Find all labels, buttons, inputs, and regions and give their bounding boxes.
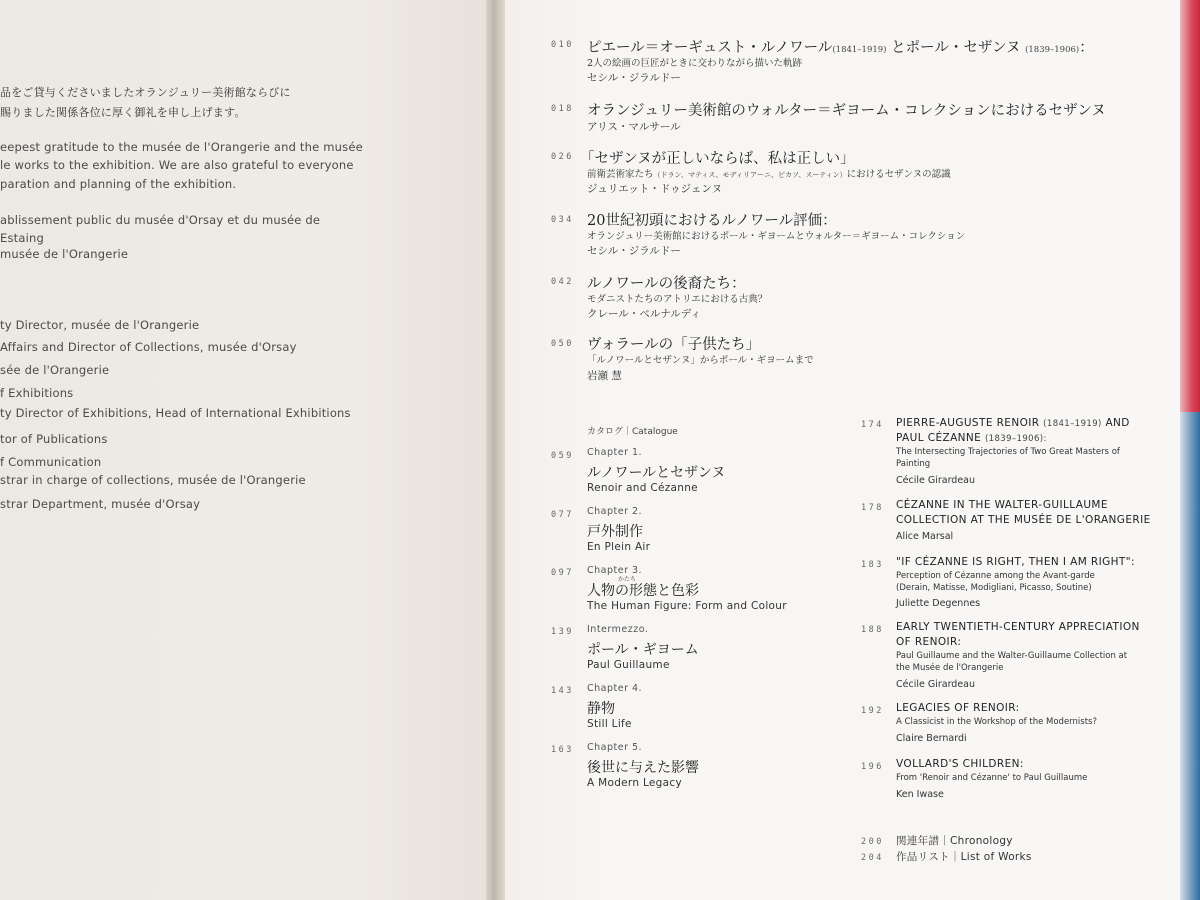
essay-author: Claire Bernardi [896,733,967,744]
essay-subtitle: モダニストたちのアトリエにおける古典？ [587,294,768,305]
essay-title: 「セザンヌが正しいならば、私は正しい」 [580,151,855,167]
essay-subtitle-en: The Intersecting Trajectories of Two Great Masters of [896,447,1120,457]
page-number: 178 [861,503,884,513]
acknowledgement-line: musée de l'Orangerie [0,247,129,261]
page-number: 188 [861,625,884,635]
chapter-title-en: A Modern Legacy [587,777,682,789]
essay-author: アリス・マルサール [587,121,681,133]
page-number: 196 [861,762,884,772]
chapter-title-en: Paul Guillaume [587,659,670,671]
acknowledgement-line: eepest gratitude to the musée de l'Orangerie and the musée [0,140,363,154]
essay-title-part: PIERRE-AUGUSTE RENOIR [896,417,1044,429]
acknowledgement-line: ty Director of Exhibitions, Head of International Exhibitions [0,406,351,420]
essay-subtitle-en: Paul Guillaume and the Walter-Guillaume Collection at [896,651,1128,661]
acknowledgement-line: 賜りました関係各位に厚く御礼を申し上げます。 [0,106,246,119]
essay-subtitle-part: におけるセザンヌの認識 [846,169,951,180]
essay-title: ルノワールの後裔たち： [587,276,746,292]
essay-subtitle: 「ルノワールとセザンヌ」からポール・ギヨームまで [587,355,814,366]
page-number: 010 [551,40,574,50]
essay-title-en [896,416,1130,432]
essay-author: セシル・ジラルドー [587,72,681,84]
chapter-label: Chapter 1. [587,447,643,458]
essay-title-en: CÉZANNE IN THE WALTER-GUILLAUME [896,499,1108,511]
chapter-title-jp: 人物の形態と色彩 [587,583,699,599]
essay-title-en: COLLECTION AT THE MUSÉE DE L'ORANGERIE [896,514,1151,526]
essay-title-part: PAUL CÉZANNE [896,432,985,444]
acknowledgement-line: paration and planning of the exhibition. [0,177,237,191]
essay-author: Cécile Girardeau [896,679,976,690]
essay-subtitle-en: (Derain, Matisse, Modigliani, Picasso, Soutine) [896,583,1092,593]
acknowledgement-line: strar Department, musée d'Orsay [0,497,201,511]
essay-title-part: ： [1079,40,1094,56]
essay-title-en: OF RENOIR: [896,636,962,648]
essay-author: クレール・ベルナルディ [587,308,701,320]
chapter-title-en: Still Life [587,718,632,730]
acknowledgement-line: Affairs and Director of Collections, musée d'Orsay [0,340,297,354]
acknowledgement-line: f Exhibitions [0,386,74,400]
essay-title-part: とポール・セザンヌ [886,40,1026,56]
left-page [0,0,492,900]
essay-title: オランジュリー美術館のウォルター＝ギヨーム・コレクションにおけるセザンヌ [587,103,1106,119]
chapter-label: Chapter 5. [587,742,643,753]
chapter-title-jp: 戸外制作 [587,524,643,540]
page-number: 174 [861,420,884,430]
page-number: 097 [551,568,574,578]
chapter-label: Chapter 4. [587,683,643,694]
chapter-title-jp: 静物 [587,701,615,717]
page-number: 034 [551,215,574,225]
essay-author: セシル・ジラルドー [587,245,681,257]
acknowledgement-line: Estaing [0,231,44,245]
essay-title-en: "IF CÉZANNE IS RIGHT, THEN I AM RIGHT": [896,556,1135,568]
page-number: 143 [551,686,574,696]
essay-subtitle-artists: （ドラン、マティス、モディリアーニ、ピカソ、スーティン） [653,171,847,179]
essay-title-dates: (1841–1919) [832,45,887,55]
chapter-title-jp: ポール・ギヨーム [587,642,699,658]
essay-title-en: EARLY TWENTIETH-CENTURY APPRECIATION [896,621,1140,633]
chapter-title-jp: 後世に与えた影響 [587,760,699,776]
page-edge-blue [1180,412,1200,900]
chapter-title-en: En Plein Air [587,541,651,553]
acknowledgement-line: ty Director, musée de l'Orangerie [0,318,200,332]
acknowledgement-line: tor of Publications [0,432,108,446]
essay-subtitle-part: 前衛芸術家たち [587,169,654,180]
acknowledgement-line: 品をご貸与くださいましたオランジュリー美術館ならびに [0,86,291,99]
page-number: 200 [861,837,884,847]
acknowledgement-line: le works to the exhibition. We are also grateful to everyone [0,158,354,172]
page-number: 183 [861,560,884,570]
page-edge-red [1180,0,1200,412]
essay-subtitle-en: Painting [896,459,931,469]
essay-title [587,36,1094,57]
chapter-title-jp: ルノワールとセザンヌ [587,465,726,481]
essay-author: 岩瀬 慧 [587,370,622,382]
essay-title: 20世紀初頭におけるルノワール評価： [587,213,837,229]
essay-author: ジュリエット・ドゥジェンヌ [587,183,722,195]
acknowledgement-line: strar in charge of collections, musée de l'Orangerie [0,473,306,487]
essay-title-en: VOLLARD'S CHILDREN: [896,758,1024,770]
chapter-title-en: The Human Figure: Form and Colour [587,600,787,612]
essay-title-dates: (1839–1906): [984,434,1047,444]
essay-subtitle-en: Perception of Cézanne among the Avant-garde [896,571,1095,581]
acknowledgement-line: sée de l'Orangerie [0,363,110,377]
essay-author: Alice Marsal [896,531,954,542]
essay-subtitle: 2人の絵画の巨匠がときに交わりながら描いた軌跡 [587,58,803,69]
essay-title-dates: (1841–1919) [1043,419,1102,429]
ruby-text: かたち [618,576,637,583]
essay-subtitle-en: the Musée de l'Orangerie [896,663,1004,673]
essay-title-part: ピエール＝オーギュスト・ルノワール [587,40,833,56]
page-number: 059 [551,451,574,461]
page-number: 018 [551,104,574,114]
page-number: 050 [551,339,574,349]
essay-author: Juliette Degennes [896,598,981,609]
chapter-label: Chapter 3. [587,565,643,576]
catalogue-header: カタログ｜Catalogue [587,427,678,437]
essay-title-part: AND [1101,417,1130,429]
chapter-title-en: Renoir and Cézanne [587,482,698,494]
essay-title-en: LEGACIES OF RENOIR: [896,702,1020,714]
appendix-title: 作品リスト｜List of Works [896,851,1032,863]
essay-author: Cécile Girardeau [896,475,976,486]
page-number: 192 [861,706,884,716]
page-number: 163 [551,745,574,755]
page-number: 204 [861,853,884,863]
page-number: 139 [551,627,574,637]
chapter-label: Intermezzo. [587,624,649,635]
acknowledgement-line: ablissement public du musée d'Orsay et du musée de [0,213,321,227]
acknowledgement-line: f Communication [0,455,102,469]
essay-author: Ken Iwase [896,789,944,800]
appendix-title: 関連年譜｜Chronology [896,835,1013,847]
chapter-label: Chapter 2. [587,506,643,517]
essay-subtitle: オランジュリー美術館におけるポール・ギヨームとウォルター＝ギヨーム・コレクション [587,231,966,242]
essay-subtitle-en: From 'Renoir and Cézanne' to Paul Guillaume [896,773,1088,783]
page-number: 077 [551,510,574,520]
page-number: 026 [551,152,574,162]
essay-title: ヴォラールの「子供たち」 [587,337,761,353]
essay-title-dates: (1839–1906) [1025,45,1080,55]
essay-subtitle [587,166,951,180]
page-number: 042 [551,277,574,287]
essay-title-en [896,431,1047,447]
essay-subtitle-en: A Classicist in the Workshop of the Modernists? [896,717,1097,727]
